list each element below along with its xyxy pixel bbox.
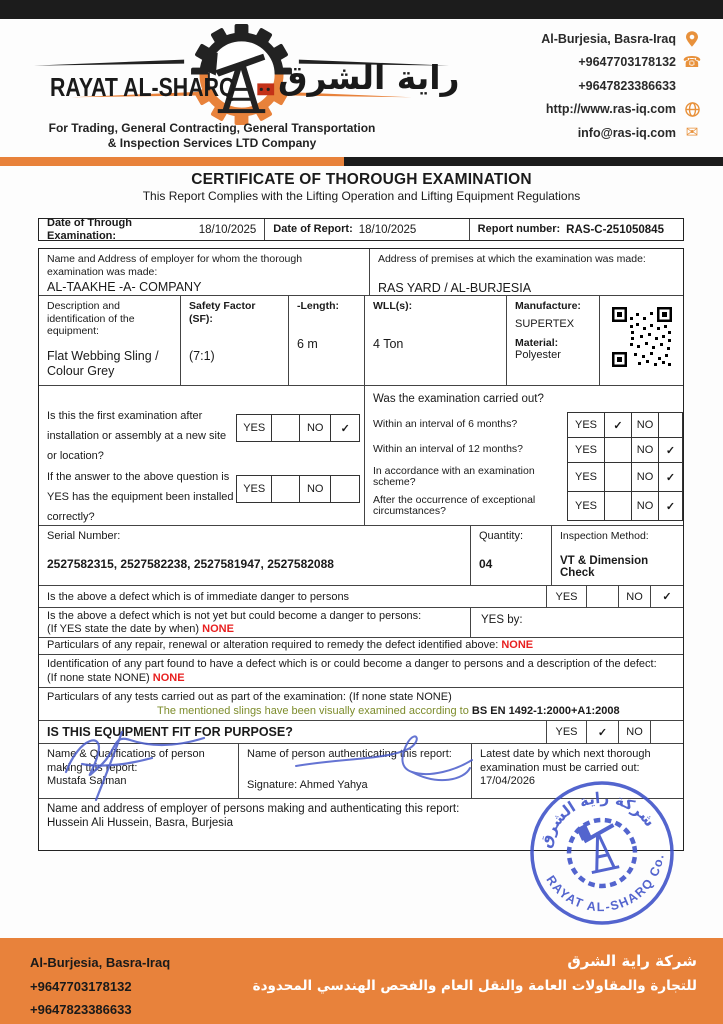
safety-factor-cell: [181, 296, 289, 385]
inspection-method-label: Inspection Method:: [560, 530, 649, 542]
future-danger-row: [39, 608, 683, 638]
fit-no-box: [651, 721, 683, 743]
first-exam-checkbox-grid: [236, 414, 360, 442]
date-report-value: 18/10/2025: [358, 223, 417, 236]
interval-6mo-no-box: [659, 413, 682, 437]
safety-factor-value: (7:1): [189, 349, 215, 363]
report-number-label: Report number:: [477, 223, 561, 236]
immediate-no-box: ✓: [662, 591, 672, 603]
future-danger-line2: [47, 623, 462, 636]
yes-label: YES: [568, 438, 605, 462]
company-tagline: [12, 121, 412, 151]
no-label: NO: [632, 492, 659, 520]
contact-phone1-row: [541, 51, 701, 75]
length-value: 6 m: [297, 336, 318, 351]
exceptional-label: After the occurrence of exceptional circumstances?: [373, 493, 536, 517]
globe-icon: [683, 102, 701, 117]
location-pin-icon: [683, 31, 701, 47]
report-employer-label: Name and address of employer of persons making and authenticating this report:: [47, 803, 460, 815]
contact-website[interactable]: http://www.ras-iq.com: [545, 102, 676, 117]
future-danger-hint: (If YES state the date by when): [47, 623, 200, 635]
yes-label: YES: [237, 415, 272, 441]
no-label: NO: [619, 586, 651, 607]
maker-label: Name & Qualifications of person making this report:: [47, 748, 205, 774]
authenticator-cell: [239, 744, 472, 798]
material-label: Material:: [515, 336, 559, 349]
divider-orange: [0, 157, 344, 166]
report-number-cell: [470, 219, 683, 240]
contact-address: Al-Burjesia, Basra-Iraq: [541, 31, 676, 46]
inspection-method-value: VT & Dimension Check: [560, 554, 649, 579]
stamp-english-text: RAYAT AL-SHARQ Co.: [543, 852, 667, 915]
interval-6mo-grid: [567, 412, 683, 438]
identification-line1: Identification of any part found to have a defect which is or could become a danger to persons and a description of the defect:: [47, 658, 657, 670]
date-exam-label: Date of Through Examination:: [47, 219, 132, 240]
identification-none: NONE: [152, 672, 185, 684]
footer-phone1: +9647703178132: [30, 978, 132, 994]
wll-label: WLL(s):: [373, 300, 413, 312]
interval-questions: [365, 412, 683, 521]
footer: [0, 938, 723, 1024]
repairs-row: [39, 638, 683, 655]
scheme-row: [365, 462, 683, 492]
qr-cell: [600, 296, 683, 385]
serial-label: Serial Number:: [47, 530, 121, 542]
contact-phone2-row: [541, 74, 701, 98]
first-exam-yes-box: [272, 415, 300, 441]
manufacture-label: Manufacture:: [515, 300, 581, 312]
scheme-yes-box: [605, 463, 632, 491]
svg-text:RAYAT AL-SHARQ Co.: [542, 849, 676, 926]
scheme-grid: [567, 462, 683, 492]
date-report-label: Date of Report:: [273, 223, 353, 236]
repairs-text: Particulars of any repair, renewal or alteration required to remedy the defect identified above:: [47, 639, 499, 651]
contact-phone2: +9647823386633: [578, 78, 676, 93]
serial-value: 2527582315, 2527582238, 2527581947, 2527582088: [47, 556, 334, 571]
interval-6mo-label: Within an interval of 6 months?: [373, 418, 518, 431]
contact-address-row: [541, 27, 701, 51]
report-number-value: RAS-C-251050845: [566, 223, 664, 236]
wll-cell: [365, 296, 507, 385]
identification-hint: (If none state NONE): [47, 672, 150, 684]
yes-label: YES: [547, 721, 587, 743]
material-value: Polyester: [515, 349, 561, 361]
date-exam-value: 18/10/2025: [198, 223, 257, 236]
tests-green-text: The mentioned slings have been visually examined according to: [157, 705, 469, 717]
footer-contacts: [30, 951, 170, 1022]
certificate-title: CERTIFICATE OF THOROUGH EXAMINATION: [191, 171, 532, 188]
tests-standard: BS EN 1492-1:2000+A1:2008: [471, 705, 620, 717]
question-first-exam: Is this the first examination after installation or assembly at a new site or location?: [47, 410, 227, 462]
equipment-desc-cell: [39, 296, 181, 385]
scheme-no-box: ✓: [665, 471, 676, 484]
stamp-arabic-text: شركة راية الشرق: [536, 788, 659, 850]
premises-label: Address of premises at which the examination was made:: [377, 253, 646, 265]
top-black-bar: [0, 0, 723, 19]
yes-label: YES: [547, 586, 587, 607]
footer-tagline-arabic: للتجارة والمقاولات العامة والنقل العام والفحص الهندسي المحدودة: [252, 978, 697, 994]
report-employer-value: Hussein Ali Hussein, Basra, Burjesia: [47, 817, 233, 829]
date-row-table: [38, 218, 684, 241]
tagline-line1: For Trading, General Contracting, General Transportation: [48, 121, 376, 135]
premises-cell: [370, 249, 683, 295]
date-of-exam-cell: [39, 219, 265, 240]
authenticator-label: Name of person authenticating this report:: [247, 748, 452, 760]
date-of-report-cell: [265, 219, 469, 240]
contact-phone1: +9647703178132: [578, 55, 676, 70]
yes-label: YES: [568, 492, 605, 520]
interval-12mo-yes-box: [605, 438, 632, 462]
exceptional-no-box: ✓: [665, 500, 676, 513]
phone-icon: ☎: [682, 52, 702, 71]
equipment-desc-value: Flat Webbing Sling / Colour Grey: [47, 348, 159, 378]
no-label: NO: [300, 415, 331, 441]
identification-row: [39, 655, 683, 688]
scheme-label: In accordance with an examination scheme?: [373, 464, 535, 488]
quantity-cell: [471, 526, 552, 585]
manufacture-cell: [507, 296, 600, 385]
immediate-danger-row: [39, 586, 683, 608]
fit-for-purpose-label: IS THIS EQUIPMENT FIT FOR PURPOSE?: [39, 721, 547, 743]
exceptional-row: [365, 491, 683, 521]
premises-value: RAS YARD / AL-BURJESIA: [377, 280, 532, 295]
contact-email[interactable]: info@ras-iq.com: [577, 125, 676, 140]
contact-web-row: [541, 98, 701, 122]
footer-company-arabic: شركة راية الشرق: [567, 952, 697, 970]
svg-text:شركة راية الشرق: [527, 777, 660, 853]
envelope-icon: ✉: [685, 123, 699, 142]
equipment-row: [39, 296, 683, 386]
repairs-cell: [39, 638, 683, 654]
header-contacts: [541, 27, 701, 145]
tests-cell: [39, 688, 683, 720]
brand-name-arabic: راية الشرق: [278, 58, 460, 97]
interval-6mo-row: [365, 412, 683, 438]
examination-questions-row: [39, 386, 683, 526]
exceptional-grid: [567, 491, 683, 521]
future-danger-cell: [39, 608, 471, 637]
no-label: NO: [632, 463, 659, 491]
equipment-desc-label: Description and identification of the equipment:: [47, 300, 135, 337]
carried-out-header: Was the examination carried out?: [373, 393, 544, 405]
qr-code: [610, 305, 674, 369]
footer-arabic: [253, 948, 697, 998]
next-exam-date: 17/04/2026: [480, 775, 536, 787]
footer-address: Al-Burjesia, Basra-Iraq: [30, 955, 171, 970]
interval-12mo-label: Within an interval of 12 months?: [373, 443, 523, 456]
main-table: [38, 248, 684, 851]
yes-by-cell: YES by:: [481, 614, 523, 626]
footer-phone2: +9647823386633: [30, 1002, 132, 1017]
next-exam-label: Latest date by which next thorough examination must be carried out:: [480, 748, 651, 774]
quantity-value: 04: [479, 556, 493, 571]
tests-row: [39, 688, 683, 721]
tests-line1: Particulars of any tests carried out as part of the examination: (If none state NONE): [47, 691, 452, 703]
immediate-danger-label: Is the above a defect which is of immediate danger to persons: [39, 586, 547, 607]
quantity-label: Quantity:: [479, 530, 524, 542]
no-label: NO: [300, 476, 331, 502]
brand-name-english: RAYAT AL-SHARQ: [50, 72, 236, 102]
serial-row: [39, 526, 683, 586]
question-installed-correctly: If the answer to the above question is YES has the equipment been installed correctly?: [47, 471, 234, 523]
no-label: NO: [619, 721, 651, 743]
length-label: -Length:: [297, 300, 339, 312]
employer-cell: [39, 249, 370, 295]
employer-label: Name and Address of employer for whom the thorough examination was made:: [47, 253, 303, 278]
future-danger-none: NONE: [202, 623, 234, 635]
yes-label: YES: [568, 413, 605, 437]
installed-yes-box: [272, 476, 300, 502]
identification-cell: [39, 655, 683, 687]
maker-name: Mustafa Salman: [47, 775, 127, 787]
installed-checkbox-grid: [236, 475, 360, 503]
company-stamp: [513, 764, 691, 942]
contact-email-row: [541, 121, 701, 145]
employer-row: [39, 249, 683, 296]
length-cell: [289, 296, 365, 385]
safety-factor-label: Safety Factor (SF):: [189, 300, 256, 325]
certificate-subtitle: This Report Complies with the Lifting Operation and Lifting Equipment Regulations: [142, 189, 581, 203]
left-questions-cell: [39, 386, 365, 525]
inspection-method-cell: [552, 526, 683, 585]
immediate-yes-box: [587, 586, 619, 607]
future-danger-line1: Is the above a defect which is not yet but could become a danger to persons:: [47, 610, 422, 622]
serial-cell: [39, 526, 471, 585]
authenticator-signature-line: Signature: Ahmed Yahya: [247, 778, 368, 791]
exceptional-yes-box: [605, 492, 632, 520]
first-exam-no-box: ✓: [340, 422, 350, 435]
header-divider: [0, 157, 723, 166]
no-label: NO: [632, 413, 659, 437]
manufacture-value: SUPERTEX: [515, 317, 575, 330]
maker-cell: [39, 744, 239, 798]
installed-no-box: [331, 476, 359, 502]
interval-12mo-no-box: ✓: [665, 444, 676, 457]
identification-line2: [47, 671, 675, 685]
fit-yes-box: ✓: [587, 721, 619, 743]
right-questions-cell: [365, 386, 683, 525]
interval-12mo-grid: [567, 437, 683, 463]
wll-value: 4 Ton: [373, 336, 404, 351]
tests-line2: [47, 704, 675, 718]
fit-for-purpose-row: [39, 721, 683, 744]
employer-value: AL-TAAKHE -A- COMPANY: [47, 280, 202, 294]
no-label: NO: [632, 438, 659, 462]
divider-black: [344, 157, 723, 166]
interval-12mo-row: [365, 437, 683, 463]
yes-label: YES: [237, 476, 272, 502]
yes-label: YES: [568, 463, 605, 491]
repairs-none: NONE: [501, 639, 534, 651]
tagline-line2: & Inspection Services LTD Company: [107, 136, 317, 150]
interval-6mo-yes-box: ✓: [605, 413, 632, 437]
